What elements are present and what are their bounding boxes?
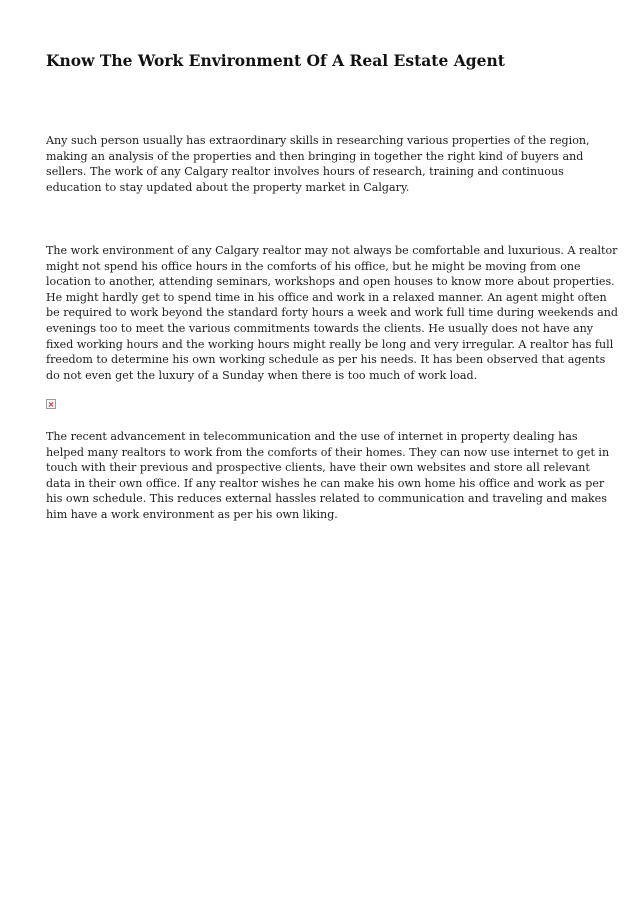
paragraph-line: evenings too to meet the various commitments towards the clients. He usually does not have any xyxy=(46,321,594,335)
paragraph-2 xyxy=(46,243,618,383)
paragraph-line: do not even get the luxury of a Sunday when there is too much of work load. xyxy=(46,368,478,382)
paragraph-3 xyxy=(46,429,610,523)
paragraph-line: education to stay updated about the property market in Calgary. xyxy=(46,180,410,194)
paragraph-line: be required to work beyond the standard forty hours a week and work full time during weekends and xyxy=(46,306,618,320)
paragraph-line: might not spend his office hours in the comforts of his office, but he might be moving from one xyxy=(46,259,581,273)
paragraph-line: making an analysis of the properties and then bringing in together the right kind of buyers and xyxy=(46,149,584,163)
paragraph-line: touch with their previous and prospective clients, have their own websites and store all relevant xyxy=(46,461,590,475)
paragraph-line: The work environment of any Calgary realtor may not always be comfortable and luxurious. A realtor xyxy=(46,244,618,257)
paragraph-line: him have a work environment as per his own liking. xyxy=(46,507,338,521)
paragraph-line: sellers. The work of any Calgary realtor involves hours of research, training and continuous xyxy=(46,165,564,179)
paragraph-line: fixed working hours and the working hours might really be long and very irregular. A realtor has full xyxy=(46,337,614,351)
paragraph-line: The recent advancement in telecommunication and the use of internet in property dealing has xyxy=(46,430,578,443)
paragraph-line: data in their own office. If any realtor wishes he can make his own home his office and work as per xyxy=(46,476,605,490)
page-title: Know The Work Environment Of A Real Estate Agent xyxy=(46,51,505,70)
paragraph-line: helped many realtors to work from the comforts of their homes. They can now use internet to get in xyxy=(46,445,610,459)
broken-image-icon xyxy=(46,399,56,409)
paragraph-line: He might hardly get to spend time in his office and work in a relaxed manner. An agent might often xyxy=(46,290,607,304)
paragraph-line: location to another, attending seminars, workshops and open houses to know more about properties. xyxy=(46,275,615,289)
paragraph-line: Any such person usually has extraordinary skills in researching various properties of the region, xyxy=(46,134,590,147)
paragraph-1 xyxy=(46,133,606,195)
paragraph-line: his own schedule. This reduces external hassles related to communication and traveling and makes xyxy=(46,492,607,506)
paragraph-line: freedom to determine his own working schedule as per his needs. It has been observed that agents xyxy=(46,353,606,367)
